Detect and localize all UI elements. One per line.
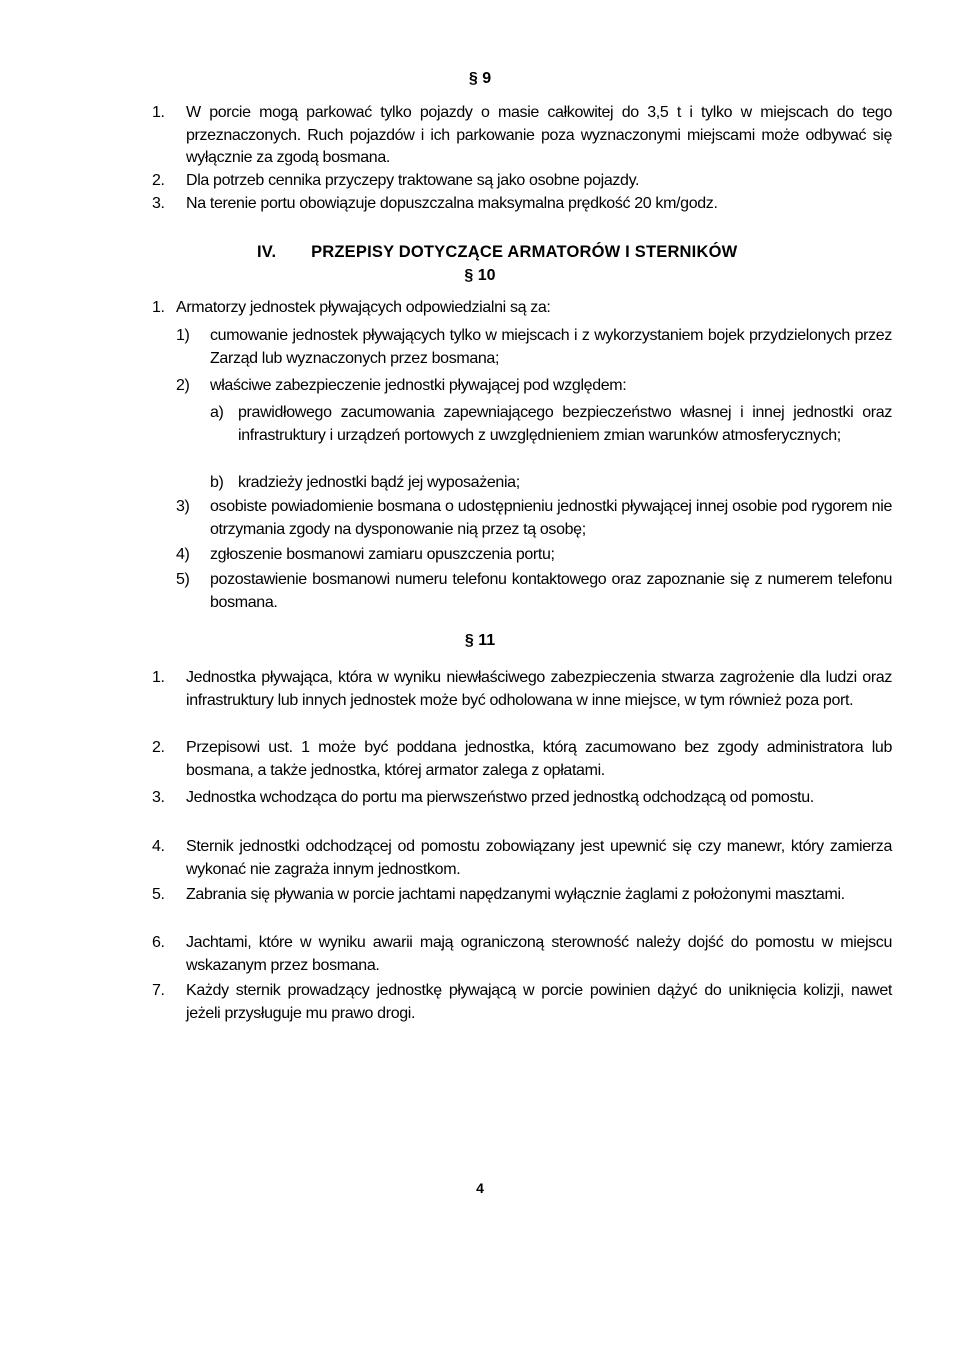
item-number: 2) (176, 377, 190, 394)
s10-item-2 (176, 375, 892, 398)
page-number: 4 (476, 1180, 484, 1196)
chapter-heading (257, 243, 737, 262)
item-text: kradzieży jednostki bądź jej wyposażenia; (238, 474, 520, 491)
s11-item-1 (152, 667, 892, 712)
item-text: zgłoszenie bosmanowi zamiaru opuszczenia portu; (210, 546, 555, 563)
s11-item-7 (152, 980, 892, 1025)
s11-item-3 (152, 787, 892, 810)
item-number: 1) (176, 327, 190, 344)
item-text: właściwe zabezpieczenie jednostki pływającej pod względem: (210, 377, 627, 394)
s10-item-1 (176, 325, 892, 370)
item-text: prawidłowego zacumowania zapewniającego bezpieczeństwo własnej i innej jednostki oraz infrastruktury i urządzeń portowych z uwzględnieniem zmian warunków atmosferycznych; (238, 404, 892, 444)
item-number: 4) (176, 546, 190, 563)
item-text: Zabrania się pływania w porcie jachtami napędzanymi wyłącznie żaglami z położonymi masztami. (186, 886, 845, 903)
item-number: 3. (152, 789, 165, 806)
item-number: 3. (152, 195, 165, 212)
item-number: a) (210, 404, 224, 421)
item-text: Jachtami, które w wyniku awarii mają ograniczoną sterowność należy dojść do pomostu w miejscu wskazanym przez bosmana. (186, 934, 892, 974)
chapter-number: IV. (257, 243, 277, 261)
item-number: 1. (152, 299, 165, 316)
s9-item-3 (152, 193, 892, 216)
s10-item-5 (176, 569, 892, 614)
s10-item-4 (176, 544, 892, 567)
item-number: 1. (152, 104, 165, 121)
s10-item-3 (176, 496, 892, 541)
s9-item-2 (152, 170, 892, 193)
item-text: pozostawienie bosmanowi numeru telefonu kontaktowego oraz zapoznanie się z numerem telefonu bosmana. (210, 571, 892, 611)
section-9-heading: § 9 (468, 70, 492, 87)
item-text: Przepisowi ust. 1 może być poddana jednostka, którą zacumowano bez zgody administratora lub bosmana, a także jednostka, której armator zalega z opłatami. (186, 739, 892, 779)
item-number: 2. (152, 739, 165, 756)
item-text: Sternik jednostki odchodzącej od pomostu zobowiązany jest upewnić się czy manewr, który zamierza wykonać nie zagraża innym jednostkom. (186, 838, 892, 878)
item-text: Dla potrzeb cennika przyczepy traktowane są jako osobne pojazdy. (186, 172, 640, 189)
section-10-heading: § 10 (464, 267, 496, 284)
item-number: 7. (152, 982, 165, 999)
item-text: Armatorzy jednostek pływających odpowiedzialni są za: (176, 299, 551, 316)
s10-item-2b (210, 472, 892, 495)
item-text: Jednostka pływająca, która w wyniku niewłaściwego zabezpieczenia stwarza zagrożenie dla ludzi oraz infrastruktury lub innych jednostek może być odholowana w inne miejsce, w tym również poza port. (186, 669, 892, 709)
item-text: cumowanie jednostek pływających tylko w miejscach i z wykorzystaniem bojek przydzielonych przez Zarząd lub wyznaczonych przez bosmana; (210, 327, 892, 367)
item-number: 4. (152, 838, 165, 855)
item-number: 5. (152, 886, 165, 903)
item-number: 1. (152, 669, 165, 686)
s11-item-6 (152, 932, 892, 977)
item-number: 5) (176, 571, 190, 588)
item-text: Na terenie portu obowiązuje dopuszczalna maksymalna prędkość 20 km/godz. (186, 195, 718, 212)
item-number: b) (210, 474, 224, 491)
item-number: 2. (152, 172, 165, 189)
item-text: Jednostka wchodząca do portu ma pierwszeństwo przed jednostką odchodzącą od pomostu. (186, 789, 814, 806)
s10-intro (152, 297, 892, 320)
s11-item-5 (152, 884, 892, 907)
item-text: osobiste powiadomienie bosmana o udostępnieniu jednostki pływającej innej osobie pod rygorem nie otrzymania zgody na dysponowanie nią przez tą osobę; (210, 498, 892, 538)
chapter-title: PRZEPISY DOTYCZĄCE ARMATORÓW I STERNIKÓW (311, 243, 738, 261)
s11-item-4 (152, 836, 892, 881)
s11-item-2 (152, 737, 892, 782)
item-number: 3) (176, 498, 190, 515)
s9-item-1 (152, 102, 892, 170)
item-text: W porcie mogą parkować tylko pojazdy o masie całkowitej do 3,5 t i tylko w miejscach do tego przeznaczonych. Ruch pojazdów i ich parkowanie poza wyznaczonymi miejscami może odbywać się wyłącznie za zgodą bosmana. (186, 104, 892, 166)
s10-item-2a (210, 402, 892, 447)
item-text: Każdy sternik prowadzący jednostkę pływającą w porcie powinien dążyć do uniknięcia kolizji, nawet jeżeli przysługuje mu prawo drogi. (186, 982, 892, 1022)
item-number: 6. (152, 934, 165, 951)
section-11-heading: § 11 (464, 632, 496, 649)
